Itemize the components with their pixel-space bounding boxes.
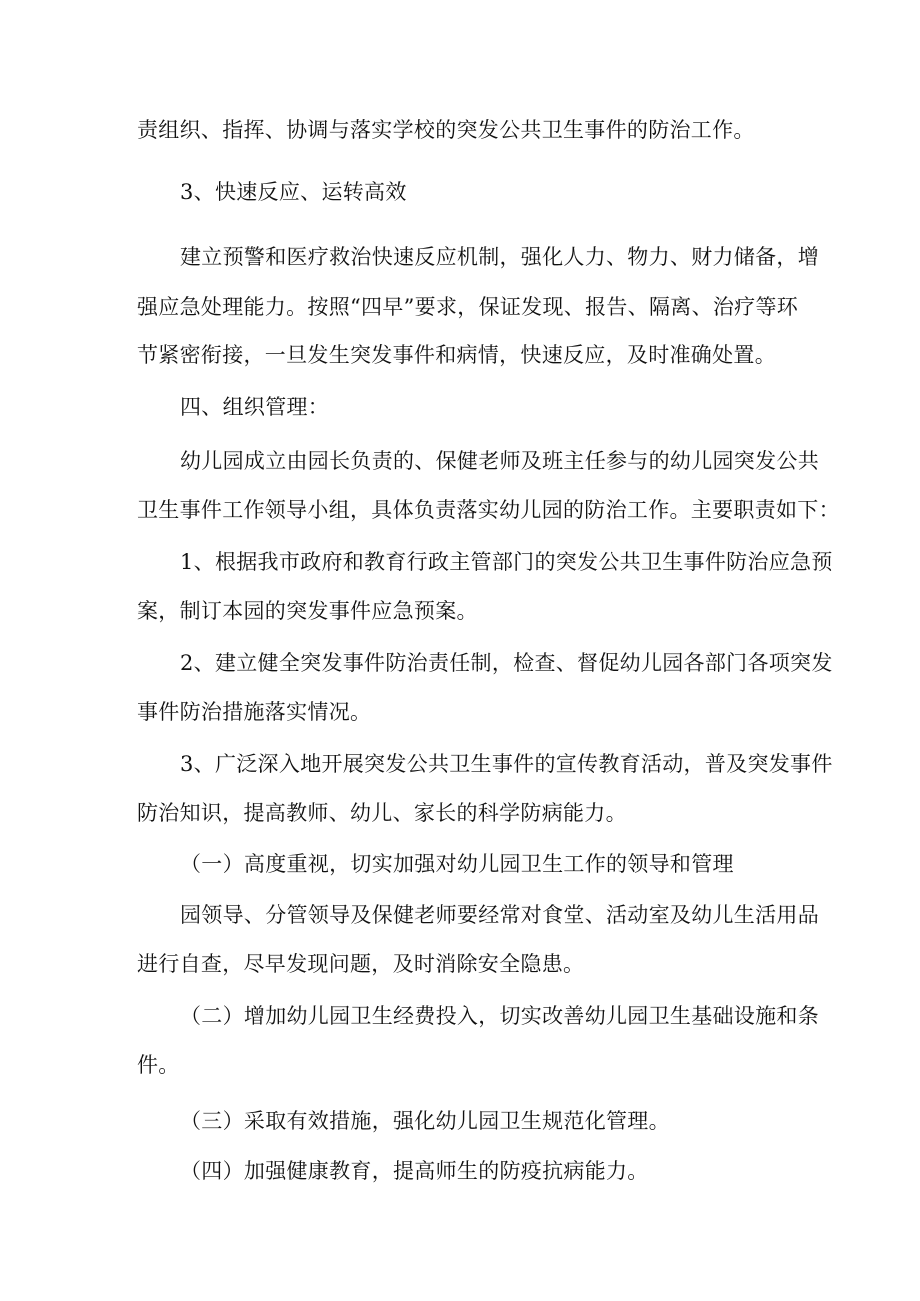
text-line: 园领导、分管领导及保健老师要经常对食堂、活动室及幼儿生活用品 <box>180 903 819 927</box>
text-line: 进行自查，尽早发现问题，及时消除安全隐患。 <box>137 952 585 976</box>
text-line: 3、广泛深入地开展突发公共卫生事件的宣传教育活动，普及突发事件 <box>180 752 833 776</box>
section-heading: （三）采取有效措施，强化幼儿园卫生规范化管理。 <box>180 1109 670 1133</box>
text-line: 件。 <box>137 1053 180 1077</box>
text-line: 幼儿园成立由园长负责的、保健老师及班主任参与的幼儿园突发公共 <box>180 449 819 473</box>
text-line: 建立预警和医疗救治快速反应机制，强化人力、物力、财力储备，增 <box>180 245 819 269</box>
text-line: 案，制订本园的突发事件应急预案。 <box>137 599 478 623</box>
text-line: 防治知识，提高教师、幼儿、家长的科学防病能力。 <box>137 801 627 825</box>
text-line: 事件防治措施落实情况。 <box>137 700 372 724</box>
text-line: 责组织、指挥、协调与落实学校的突发公共卫生事件的防治工作。 <box>137 118 755 142</box>
section-heading: 3、快速反应、运转高效 <box>180 180 407 204</box>
section-heading: 四、组织管理： <box>180 395 330 419</box>
section-heading: （四）加强健康教育，提高师生的防疫抗病能力。 <box>180 1159 649 1183</box>
section-heading: （二）增加幼儿园卫生经费投入，切实改善幼儿园卫生基础设施和条 <box>180 1004 819 1028</box>
text-line: 节紧密衔接，一旦发生突发事件和病情，快速反应，及时准确处置。 <box>137 343 776 367</box>
text-line: 2、建立健全突发事件防治责任制，检查、督促幼儿园各部门各项突发 <box>180 651 833 675</box>
text-line: 强应急处理能力。按照“四早”要求，保证发现、报告、隔离、治疗等环 <box>137 295 799 319</box>
text-line: 1、根据我市政府和教育行政主管部门的突发公共卫生事件防治应急预 <box>180 550 833 574</box>
text-line: 卫生事件工作领导小组，具体负责落实幼儿园的防治工作。主要职责如下： <box>137 498 840 522</box>
section-heading: （一）高度重视，切实加强对幼儿园卫生工作的领导和管理 <box>180 852 734 876</box>
